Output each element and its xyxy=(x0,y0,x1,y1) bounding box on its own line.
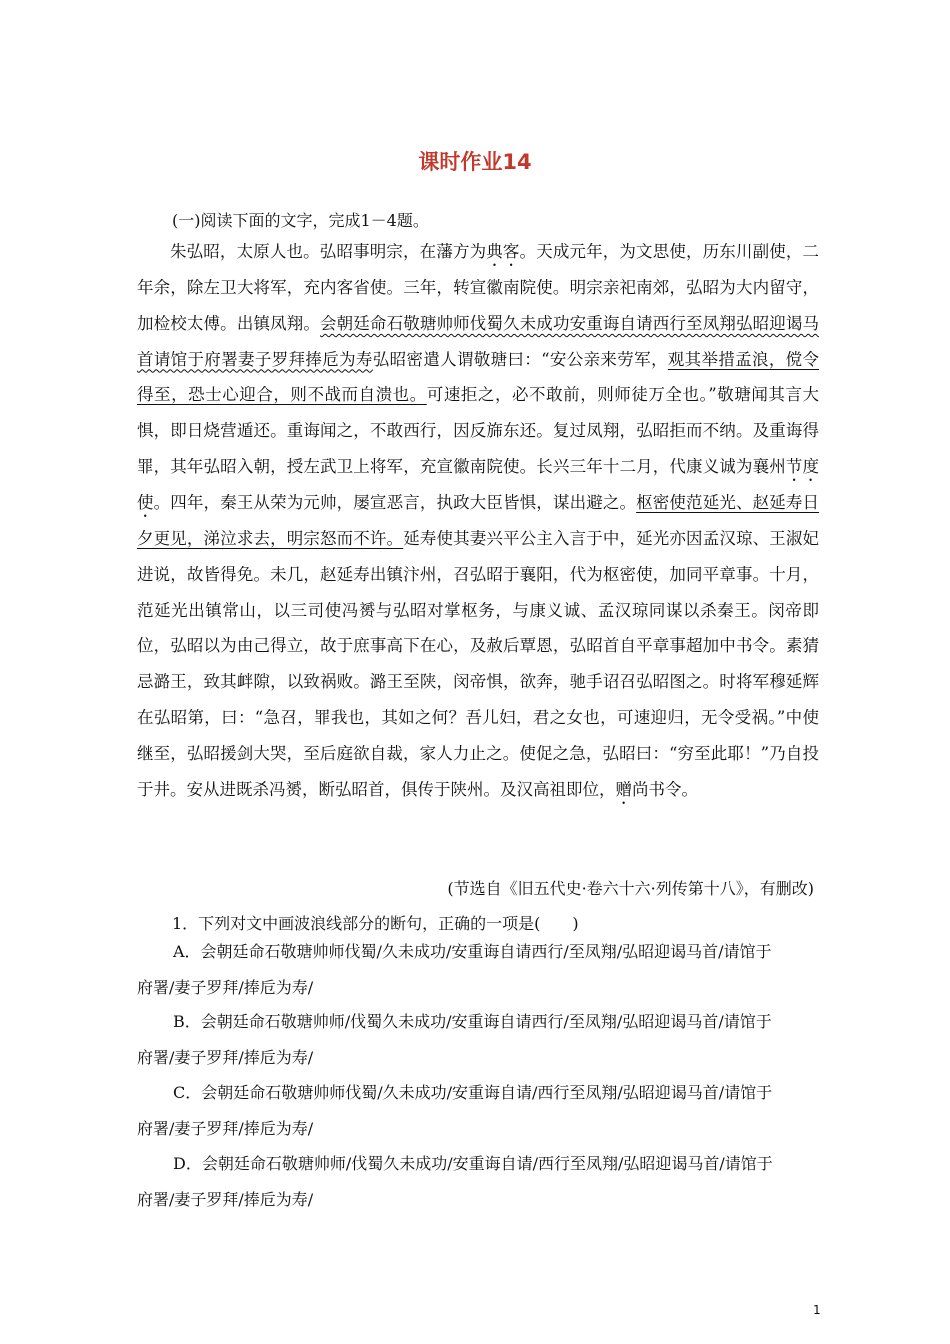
underlined-sentence-1: 观其举措孟浪，傥令得至，恐士心迎合，则不战而自溃也。 xyxy=(137,349,820,405)
option-d xyxy=(137,1146,819,1217)
passage-segment: 可速拒之，必不敢前，则师徒万全也。”敬瑭闻其言大惧，即日烧营遁还。重诲闻之，不敢西行，因反旆东还。复过凤翔，弘昭拒而不纳。及重诲得罪，其年弘昭入朝，授左武卫上将军，充宣徽南院使。长兴三年十二月，代康义诚为襄州 xyxy=(137,385,820,476)
option-line: 府署/妻子罗拜/捧卮为寿/ xyxy=(137,1118,314,1138)
passage-text xyxy=(137,234,819,808)
dotted-term: 典客 xyxy=(486,242,520,261)
passage-segment: 弘昭密遣人谓敬瑭曰：“安公亲来劳军， xyxy=(372,349,668,369)
option-a xyxy=(137,934,819,1005)
option-b xyxy=(137,1004,819,1075)
reading-instruction: (一)阅读下面的文字，完成1－4题。 xyxy=(172,211,429,230)
passage-segment: 延寿使其妻兴平公主入言于中，延光亦因孟汉琼、王淑妃进说，故皆得免。未几，赵延寿出镇汴州，召弘昭于襄阳，代为枢密使，加同平章事。十月，范延光出镇常山，以三司使冯赟与弘昭对掌枢务，与康义诚、孟汉琼同谋以杀秦王。闵帝即位，弘昭以为由己得立，故于庶事高下在心，及赦后覃恩，弘昭首自平章事超加中书令。素猜忌潞王，致其衅隙，以致祸败。潞王至陕，闵帝惧，欲奔，驰手诏召弘昭图之。时将军穆延辉在弘昭第，曰：“急召，罪我也，其如之何？吾儿妇，君之女也，可速迎归，无令受祸。”中使继至，弘昭援剑大哭，至后庭欲自裁，家人力止之。使促之急，弘昭曰：“穷至此耶！”乃自投于井。安从进既杀冯赟，断弘昭首，俱传于陕州。及汉高祖即位， xyxy=(137,528,820,799)
passage-segment: 尚书令。 xyxy=(632,779,698,799)
passage-segment: 。天成元年，为文思使，历东川副使，二年余，除左卫大将军，充内客省使。三年，转宣徽南院使。明宗亲祀南郊，弘昭为大内留守，加检校太傅。出镇凤翔。 xyxy=(137,242,820,333)
option-line: 府署/妻子罗拜/捧卮为寿/ xyxy=(137,1047,314,1067)
option-line: B．会朝廷命石敬瑭帅师/伐蜀久未成功/安重诲自请西行/至凤翔/弘昭迎谒马首/请馆于 xyxy=(173,1012,772,1031)
page-title: 课时作业14 xyxy=(418,150,532,174)
option-line: 府署/妻子罗拜/捧卮为寿/ xyxy=(137,977,314,997)
wavy-underline-segment: 会朝廷命石敬瑭帅师伐蜀久未成功安重诲自请西行至凤翔弘昭迎谒马首请馆于府署妻子罗拜捧卮为寿 xyxy=(137,313,820,369)
underlined-sentence-2: 枢密使范延光、赵延寿日夕更见，涕泣求去，明宗怒而不许。 xyxy=(137,492,820,548)
question-1: 1．下列对文中画波浪线部分的断句，正确的一项是( ) xyxy=(172,914,579,933)
option-c xyxy=(137,1075,819,1146)
source-citation: (节选自《旧五代史·卷六十六·列传第十八》，有删改) xyxy=(447,879,814,898)
option-line: C．会朝廷命石敬瑭帅师伐蜀/久未成功/安重诲自请/西行至凤翔/弘昭迎谒马首/请馆于 xyxy=(173,1083,773,1102)
option-line: 府署/妻子罗拜/捧卮为寿/ xyxy=(137,1189,314,1209)
option-line: A．会朝廷命石敬瑭帅师伐蜀/久未成功/安重诲自请西行/至凤翔/弘昭迎谒马首/请馆于 xyxy=(173,942,772,961)
passage-segment: 。四年，秦王从荣为元帅，屡宣恶言，执政大臣皆惧，谋出避之。 xyxy=(153,492,637,512)
dotted-term: 节度使 xyxy=(137,456,820,512)
dotted-term: 赠 xyxy=(615,779,632,799)
page-number: 1 xyxy=(813,1303,821,1317)
passage-segment: 朱弘昭，太原人也。弘昭事明宗，在藩方为 xyxy=(170,242,487,261)
option-line: D．会朝廷命石敬瑭帅师/伐蜀久未成功/安重诲自请/西行至凤翔/弘昭迎谒马首/请馆于 xyxy=(173,1154,773,1173)
